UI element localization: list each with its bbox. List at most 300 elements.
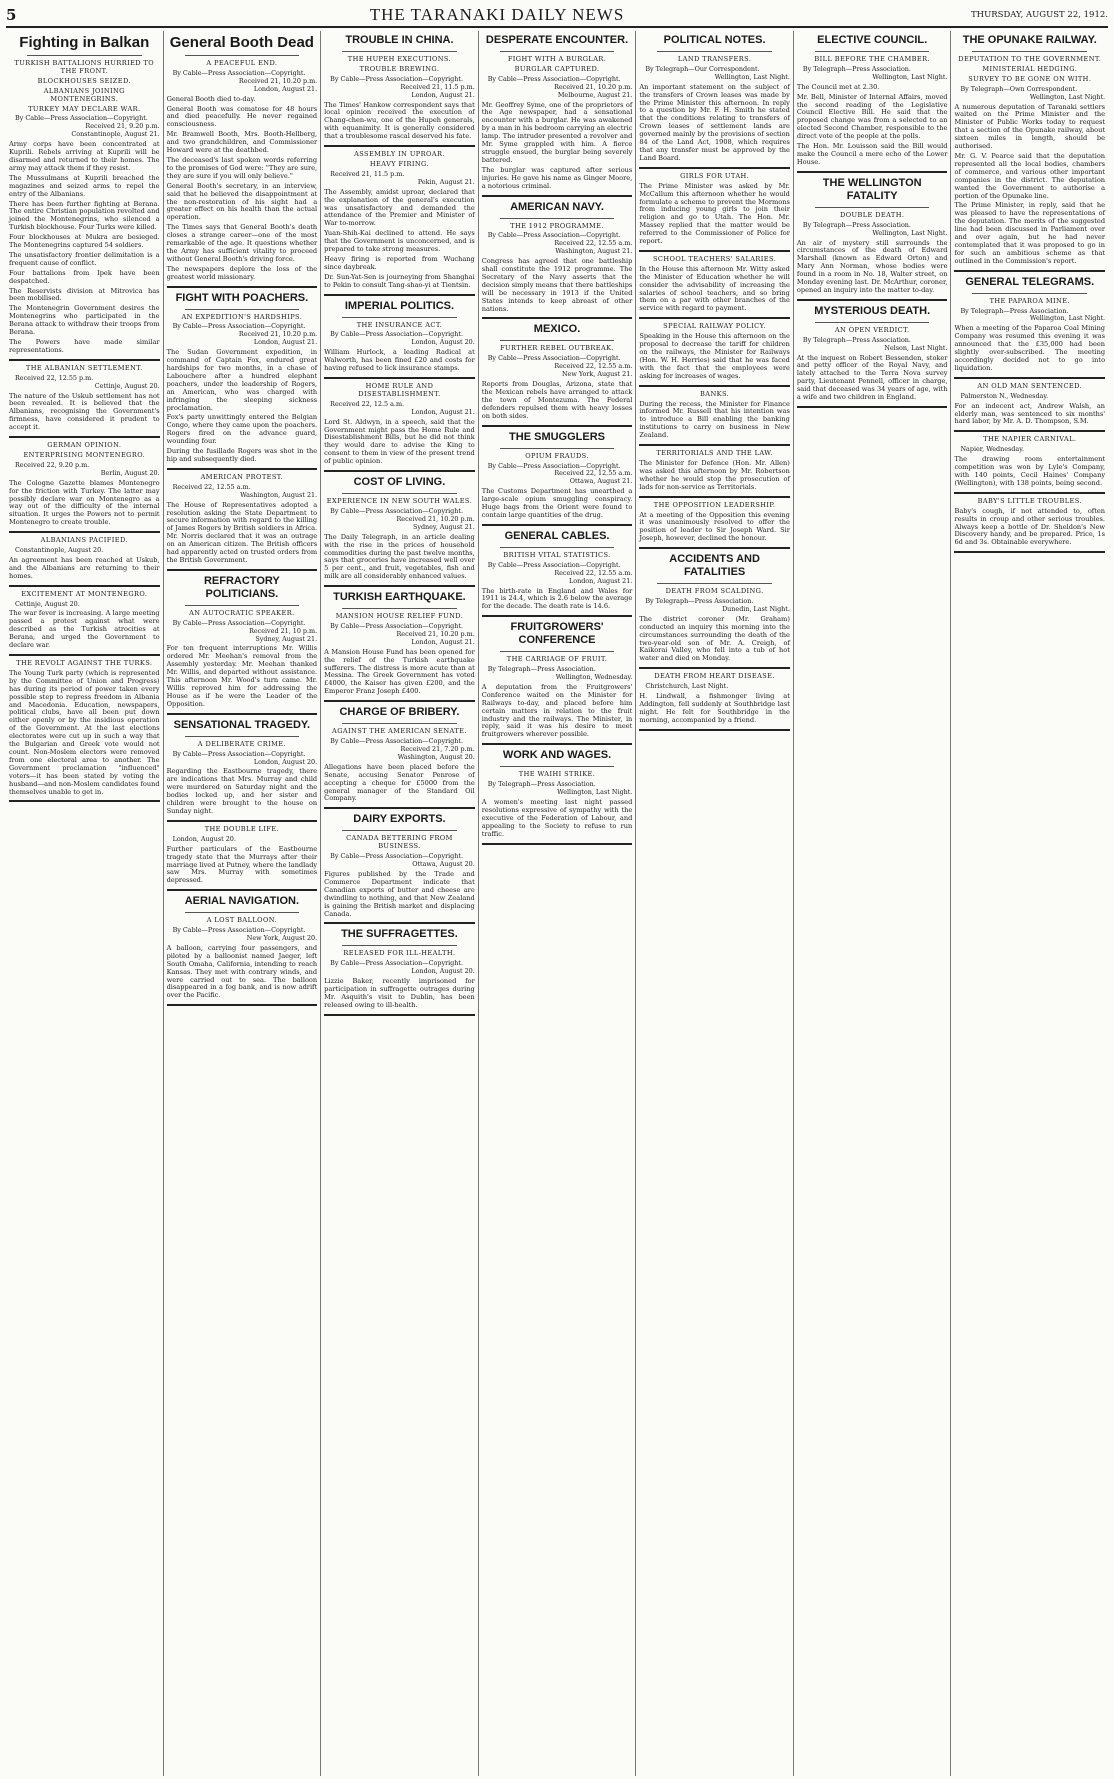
article-paragraph: The burglar was captured after serious injuries. He gave his name as Ginger Moore, a notorious criminal. (481, 165, 633, 190)
article (324, 476, 475, 587)
article-paragraph: The drawing room entertainment competition was won by Lyle's Company, with 140 points, Cecil Haines' Company (Wellington), with 138 points, being second. (954, 455, 1106, 487)
article-divider (9, 359, 160, 361)
article-dateline (324, 623, 475, 647)
article-subhead: THE HUPEH EXECUTIONS. (347, 55, 452, 63)
article-subhead: BURGLAR CAPTURED. (514, 64, 600, 73)
article-divider (324, 585, 475, 587)
article-paragraph: The unsatisfactory frontier delimitation is a frequent cause of conflict. (9, 250, 160, 267)
article-dateline (324, 960, 475, 976)
article-paragraph: An air of mystery still surrounds the circumstances of the death of Edward Marshall (known as Edward Orton) and Mary Ann Norman, whose bodies were found in a room in No. 18, Walter street, on Monday evening last. Dr. McArthur, coroner, opened an inquiry into the matter to-day. (796, 238, 948, 294)
headline-divider (500, 51, 615, 52)
article (639, 323, 790, 386)
article-paragraph: A women's meeting last night passed resolutions expressive of sympathy with the executive of the Federation of Labour, and appealing to the Society to refuse to run traffic. (481, 798, 633, 838)
article-subhead: GIRLS FOR UTAH. (680, 171, 750, 180)
article (639, 256, 790, 319)
article (324, 151, 475, 296)
article-divider (9, 531, 160, 533)
dateline-line: Wellington, Wednesday. (555, 673, 633, 682)
article-paragraph: The Powers have made similar representations. (9, 338, 160, 354)
headline-divider (500, 651, 615, 652)
article-divider (324, 807, 475, 809)
article-divider (954, 551, 1105, 553)
article (482, 201, 633, 320)
article-dateline (324, 76, 475, 100)
dateline-line: By Cable—Press Association—Copyright. (172, 926, 306, 935)
dateline-line: By Telegraph—Press Association. (802, 220, 911, 229)
article (639, 553, 790, 669)
dateline-line: Received 21, 11.5 p.m. (400, 82, 475, 91)
dateline-line: Received 22, 12.55 a.m. (554, 568, 633, 577)
article-dateline (167, 620, 318, 644)
article-subhead: THE PAPAROA MINE. (989, 296, 1070, 305)
article-paragraph: The Customs Department has unearthed a large-scale opium smuggling conspiracy. Huge bags from the Orient were found to contain large quantities of the drug. (481, 487, 633, 519)
article-paragraph: A balloon, carrying four passengers, and piloted by a balloonist named Jaeger, left South Omaha, California, intending to reach Kansas. They met with contrary winds, and were carried out to sea. The balloon disappeared in a fog bank, and is now adrift over the Pacific. (166, 943, 318, 1000)
article-dateline (797, 66, 948, 82)
dateline-line: Pekin, August 21. (417, 177, 475, 186)
article-dateline (954, 308, 1105, 324)
article-paragraph: The Sudan Government expedition, in command of Captain Fox, endured great hardships for two months, in a chase of Labouchere after a hundred elephant poachers, under the leadership of Rogers, an American, who was charged with infringing the sleeping sickness proclamation. (166, 348, 318, 412)
headline-divider (342, 723, 457, 724)
dateline-line: By Cable—Press Association—Copyright. (330, 330, 463, 339)
dateline-line: Palmerston N., Wednesday. (960, 391, 1049, 400)
article-divider (482, 615, 633, 617)
article (167, 34, 318, 288)
headline-divider (185, 912, 300, 913)
dateline-line: By Cable—Press Association—Copyright. (15, 114, 148, 123)
headline-divider (815, 322, 930, 323)
headline-divider (342, 317, 457, 318)
dateline-line: London, August 20. (411, 338, 475, 347)
headline-divider (657, 51, 772, 52)
article-subhead: SURVEY TO BE GONE ON WITH. (968, 74, 1092, 83)
article (639, 673, 790, 730)
article-subhead: LAND TRANSFERS. (677, 55, 752, 63)
headline-divider (342, 945, 457, 946)
article-subhead: ALBANIANS PACIFIED. (40, 536, 128, 545)
column-6 (794, 31, 952, 1776)
article-headline: FRUITGROWERS' CONFERENCE (510, 621, 604, 647)
dateline-line: Nelson, Last Night. (884, 343, 948, 352)
article-dateline (324, 331, 475, 347)
dateline-line: Cettinje, August 20. (15, 599, 80, 608)
article-paragraph: A Mansion House Fund has been opened for the relief of the Turkish earthquake sufferers. The distress is more acute than at Messina. The Greek Government has voted £4000, the Kaiser has given £200, and the Emperor Franz Joseph £400. (324, 647, 475, 696)
article (324, 928, 475, 1015)
article-subhead: THE INSURANCE ACT. (356, 320, 443, 329)
article-headline: CHARGE OF BRIBERY. (339, 706, 460, 719)
dateline-line: London, August 20. (172, 834, 236, 843)
article (797, 34, 948, 173)
article-subhead: A LOST BALLOON. (206, 916, 277, 925)
article-paragraph: General Booth was comatose for 48 hours and died peacefully. He never regained consciousness. (166, 104, 318, 129)
article-subhead: DOUBLE DEATH. (840, 210, 905, 219)
article-subhead: AN OLD MAN SENTENCED. (977, 381, 1083, 390)
article-divider (639, 167, 790, 169)
article-paragraph: The Prime Minister, in reply, said that he was pleased to have the representations of the deputation. The merits of the suggested line had been discussed in Parliament over and over again, but he had never contemplated that it was proposed to go in for such an ambitious scheme as that outlined in the Commission's report. (954, 201, 1106, 265)
dateline-line: Received 22, 12.5 a.m. (330, 399, 405, 408)
dateline-line: By Cable—Press Association—Copyright. (487, 231, 621, 240)
article-headline: IMPERIAL POLITICS. (344, 299, 455, 312)
article-subhead: THE CARRIAGE OF FRUIT. (506, 655, 608, 664)
dateline-line: Constantinople, August 20. (15, 546, 104, 555)
dateline-line: Received 22, 12.55 a.m. (554, 469, 633, 478)
article (167, 474, 318, 571)
article-paragraph: Army corps have been concentrated at Kuprili. Rebels arriving at Kuprili will be disarmed and returned to their homes. The army may attack them if they resist. (9, 140, 160, 172)
article-divider (639, 250, 790, 252)
dateline-line: By Cable—Press Association—Copyright. (487, 461, 621, 470)
article-divider (797, 299, 948, 301)
dateline-line: By Cable—Press Association—Copyright. (330, 959, 463, 968)
article (9, 365, 160, 438)
article-paragraph: The Council met at 2.30. (796, 82, 880, 91)
article-paragraph: Dr. Sun-Yat-Sen is journeying from Shanghai to Pekin to consult Tang-shao-yi at Tientsin. (324, 272, 475, 289)
article-subhead: HOME RULE AND DISESTABLISHMENT. (358, 382, 441, 398)
article-headline: GENERAL TELEGRAMS. (965, 275, 1095, 288)
dateline-line: Received 22, 12.55 a.m. (554, 239, 633, 248)
article-subhead: RELEASED FOR ILL-HEALTH. (343, 949, 456, 958)
article-dateline (639, 683, 790, 691)
article-dateline (167, 927, 318, 943)
article-divider (797, 406, 948, 408)
article-dateline (167, 70, 318, 94)
article-paragraph: The Young Turk party (which is represented by the Committee of Union and Progress) has during its period of power taken every possible step to repress freedom in Albania and Macedonia. Education, newspapers, political clubs, have all been put down either openly or by the insidious operation of the Government. At the last elections electorates were cut up in such a way that the Bulgarian and Greek vote would not count. Non-Moslem electors were removed from one electoral area to another. The Government proclamation "influenced" voters—it has been stated by voting the husband—and non-Moslem candidates found themselves unable to get in. (9, 668, 160, 796)
article (9, 34, 160, 361)
article-subhead: THE OPPOSITION LEADERSHIP. (653, 500, 776, 509)
article (167, 895, 318, 1006)
headline-divider (500, 448, 615, 449)
column-2 (164, 31, 322, 1776)
article-subhead: MINISTERIAL HEDGING. (982, 64, 1078, 73)
article-subhead: AN OPEN VERDICT. (834, 325, 910, 334)
article (639, 391, 790, 446)
article-headline: GENERAL CABLES. (504, 529, 610, 542)
article-dateline (797, 337, 948, 353)
article-divider (167, 1004, 318, 1006)
article-subhead: BILL BEFORE THE CHAMBER. (814, 55, 930, 63)
headline-divider (342, 830, 457, 831)
article-divider (324, 700, 475, 702)
article-divider (954, 377, 1105, 379)
dateline-line: Melbourne, August 21. (557, 90, 633, 99)
article-dateline (482, 562, 633, 586)
article-subhead: TURKEY MAY DECLARE WAR. (28, 104, 141, 113)
dateline-line: Sydney, August 21. (412, 522, 475, 531)
article-subhead: OPIUM FRAUDS. (525, 451, 589, 460)
article-subhead: THE 1912 PROGRAMME. (510, 221, 604, 230)
article-headline: THE OPUNAKE RAILWAY. (962, 34, 1097, 46)
article-paragraph: The deceased's last spoken words referring to the promises of God were: "They are sure, they are sure if you will only believe." (166, 155, 318, 180)
dateline-line: Received 21, 10 p.m. (249, 626, 318, 635)
headline-divider (972, 293, 1087, 294)
article-subhead: AN EXPEDITION'S HARDSHIPS. (181, 312, 303, 321)
article-paragraph: Congress has agreed that one battleship shall constitute the 1912 programme. The Secretary of the Navy asserts that the decision simply means that there battleships will be necessary in 1913 if the United States intends to keep abreast of other nations. (481, 257, 633, 313)
article-headline: REFRACTORY POLITICIANS. (203, 574, 280, 600)
article (482, 34, 633, 197)
article-paragraph: The Assembly, amidst uproar, declared that the explanation of the general's execution was unsatisfactory and demanded the attendance of the Premier and Minister of War to-morrow. (324, 187, 475, 228)
article-headline: DAIRY EXPORTS. (353, 813, 446, 826)
article-dateline (639, 66, 790, 82)
dateline-line: Ottawa, August 20. (412, 860, 475, 869)
article-paragraph: Yuan-Shih-Kai declined to attend. He says that the Government is unconcerned, and is prepared to take strong measures. (324, 229, 475, 254)
article-paragraph: The Reservists division at Mitrovica has been mobilised. (9, 286, 160, 303)
article-paragraph: In the House this afternoon Mr. Witty asked the Minister of Education whether he will consider the advisability of increasing the salaries of school teachers, and so bring them on a par with other branches of the service with regard to payment. (639, 264, 790, 313)
article-divider (639, 385, 790, 387)
article (167, 292, 318, 470)
article-headline: General Booth Dead (169, 34, 314, 51)
article-dateline (167, 836, 318, 844)
article-headline: COST OF LIVING. (353, 476, 446, 489)
article-paragraph: For ten frequent interruptions Mr. Willis ordered Mr. Meehan's removal from the Assembly yesterday. Mr. Meehan thanked Mr. Willis, and departed without assistance. This afternoon Mr. Wood's turn came. Mr. Willis reproved him for addressing the House as if he were the Leader of the Opposition. (166, 644, 318, 708)
article-divider (167, 468, 318, 470)
article-headline: POLITICAL NOTES. (663, 34, 766, 46)
article (9, 660, 160, 802)
article (482, 621, 633, 745)
article-divider (167, 286, 318, 288)
article-subhead: TERRITORIALS AND THE LAW. (656, 449, 773, 458)
headline-divider (500, 766, 615, 767)
article-paragraph: Regarding the Eastbourne tragedy, there are indications that Mrs. Murray and child were murdered on Saturday night and the bodies locked up, and her sister and children were brought to the house on Sunday night. (166, 767, 318, 815)
dateline-line: Wellington, Last Night. (714, 72, 790, 81)
article-paragraph: The war fever is increasing. A large meeting passed a protest against what were described as the Turkish atrocities at Berana, and urged the Government to declare war. (9, 609, 160, 650)
article-paragraph: Four blockhouses at Mukra are besieged. The Montenegrins captured 54 soldiers. (9, 233, 160, 250)
article-dateline (9, 115, 160, 139)
article (482, 749, 633, 844)
article-subhead: ASSEMBLY IN UPROAR. (354, 150, 445, 159)
article-dateline (482, 355, 633, 379)
article-paragraph: An important statement on the subject of the transfers of Crown leases was made by the Prime Minister this afternoon. In reply to a question by Mr. F. H. Smith he stated that the conditions relating to transfers of Crown leases of settlement lands are governed mainly by the provisions of section 84 of the Land Act, 1908, which requires that any transfer must be approved by the Land Board. (639, 82, 790, 162)
article-subhead: GERMAN OPINION. (47, 441, 122, 450)
headline-divider (185, 736, 300, 737)
article-divider (954, 492, 1105, 494)
article-headline: THE SUFFRAGETTES. (341, 928, 458, 941)
article-paragraph: Four battalions from Ipek have been despatched. (9, 268, 160, 285)
article-paragraph: Mr. Bell, Minister of Internal Affairs, moved the second reading of the Legislative Council Elective Bill. He said that the proposed change was from a selected to an elected Second Chamber, responsible to the direct vote of the people at the polls. (796, 92, 948, 141)
article-paragraph: For an indecent act, Andrew Walsh, an elderly man, was sentenced to six months' hard labor, by Mr. A. D. Thompson, S.M. (954, 401, 1106, 426)
dateline-line: New York, August 20. (246, 934, 318, 943)
article-subhead: TROUBLE BREWING. (359, 64, 440, 73)
dateline-line: Received 22, 9.20 p.m. (15, 460, 90, 469)
article-subhead: THE NAPIER CARNIVAL. (983, 435, 1077, 444)
article-dateline (324, 508, 475, 532)
article-dateline (482, 666, 633, 682)
article-headline: ACCIDENTS AND FATALITIES (669, 553, 760, 579)
article (482, 323, 633, 426)
dateline-line: Received 21, 11.5 p.m. (330, 169, 405, 178)
article-paragraph: Baby's cough, if not attended to, often results in croup and other serious troubles. Always keep a bottle of Dr. Sheldon's New Discovery handy, and be prepared. Price, 1s 6d and 3s. Obtainable everywhere. (954, 506, 1106, 547)
headline-divider (342, 493, 457, 494)
article-paragraph: During the fusillade Rogers was shot in the hip and subsequently died. (166, 447, 318, 463)
dateline-line: By Cable—Press Association—Copyright. (172, 618, 306, 627)
article-divider (9, 585, 160, 587)
article-headline: Fighting in Balkan (19, 34, 150, 51)
article-subhead: SPECIAL RAILWAY POLICY. (663, 322, 767, 331)
article-divider (639, 496, 790, 498)
article-dateline (482, 463, 633, 487)
article-subhead: AN AUTOCRATIC SPEAKER. (189, 608, 295, 617)
article-paragraph: General Booth's secretary, in an interview, said that he believed the disappointment at the non-restoration of his sight had a greater effect on his health than the actual operation. (166, 181, 318, 222)
dateline-line: Received 21, 7.20 p.m. (400, 745, 475, 753)
article (324, 706, 475, 809)
article-divider (324, 470, 475, 472)
article-paragraph: Heavy firing is reported from Wuchang since daybreak. (324, 254, 475, 271)
column-7 (951, 31, 1108, 1776)
article-headline: SENSATIONAL TRAGEDY. (173, 718, 311, 731)
article (639, 450, 790, 498)
article-headline: AERIAL NAVIGATION. (184, 895, 299, 908)
article-paragraph: The nature of the Uskub settlement has not been revealed. It is believed that the Albanians, recognising the Government's firmness, have considered it prudent to accept it. (9, 391, 160, 432)
article-dateline (954, 393, 1105, 401)
article-subhead: BANKS. (700, 389, 730, 398)
article (639, 173, 790, 252)
article-subhead: FIGHT WITH A BURGLAR. (507, 55, 607, 63)
article-paragraph: At a meeting of the Opposition this evening it was unanimously resolved to offer the position of leader to Sir Joseph Ward. Sir Joseph, however, declined the honour. (639, 510, 790, 543)
article-paragraph: A numerous deputation of Taranaki settlers waited on the Prime Minister and the Minister of Public Works today to request that a section of the Opunake railway, about sixteen miles in length, should be authorised. (954, 102, 1106, 151)
article-subhead: MANSION HOUSE RELIEF FUND. (335, 612, 464, 621)
article-headline: TROUBLE IN CHINA. (345, 34, 454, 46)
dateline-line: By Cable—Press Association—Copyright. (330, 852, 463, 861)
column-4 (479, 31, 637, 1776)
article-paragraph: When a meeting of the Paparoa Coal Mining Company was resumed this evening it was announced that the £35,000 had been slightly over-subscribed. The meeting accordingly decided not to go into liquidation. (954, 324, 1106, 372)
article-paragraph: At the inquest on Robert Bessenden, stoker and petty officer of the Royal Navy, and lately attached to the Terra Nova survey party, Lieutenant Pennell, officer in charge, said that deceased was 34 years of age, with a wife and two children in England. (796, 353, 948, 402)
dateline-line: London, August 21. (411, 407, 475, 416)
article-paragraph: An agreement has been reached at Uskub, and the Albanians are returning to their homes. (9, 555, 160, 580)
article-divider (482, 524, 633, 526)
article-divider (167, 820, 318, 822)
article-paragraph: The Times says that General Booth's death closes a strange career—one of the most remarkable of the age. It questions whether the Army has sufficient vitality to proceed without General Booth's driving force. (166, 223, 318, 263)
dateline-line: By Cable—Press Association—Copyright. (330, 622, 463, 631)
dateline-line: Christchurch, Last Night. (645, 682, 729, 691)
article-paragraph: During the recess, the Minister for Finance informed Mr. Russell that his intention was to introduce a Bill enabling the banking institutions to carry on business in New Zealand. (639, 399, 790, 440)
article-subhead: ALBANIANS JOINING MONTENEGRINS. (43, 86, 125, 103)
article-divider (324, 294, 475, 296)
article-headline: AMERICAN NAVY. (510, 200, 604, 213)
dateline-line: Napier, Wednesday. (960, 445, 1024, 454)
article-subhead: THE REVOLT AGAINST THE TURKS. (16, 659, 153, 667)
dateline-line: Received 21, 10.20 p.m. (238, 76, 318, 85)
article-divider (324, 922, 475, 924)
article-dateline (324, 401, 475, 417)
article-dateline (9, 601, 160, 609)
headline-divider (27, 55, 142, 56)
article-divider (482, 425, 633, 427)
dateline-line: London, August 21. (569, 576, 633, 585)
article-subhead: A PEACEFUL END. (206, 59, 278, 67)
article (324, 813, 475, 924)
dateline-line: Received 22, 12.55 a.m. (172, 482, 251, 491)
article-subhead: SCHOOL TEACHERS' SALARIES. (653, 254, 777, 263)
dateline-line: Received 22, 12.55 a.m. (554, 362, 633, 371)
article (482, 530, 633, 617)
article-paragraph: The birth-rate in England and Wales for 1911 is 24.4, which is 2.6 below the average for the decade. The death rate is 14.6. (481, 586, 633, 611)
article (797, 305, 948, 408)
article-headline: MEXICO. (533, 323, 581, 336)
dateline-line: By Cable—Press Association—Copyright. (172, 322, 306, 331)
page-number: 5 (6, 6, 17, 24)
article-divider (9, 654, 160, 656)
article-paragraph: The Times' Hankow correspondent says that local opinion received the execution of Chang-chen-wu, one of the Hupeh generals, with equanimity. It is generally considered that a troublesome rascal deserved his fate. (324, 100, 475, 141)
article-paragraph: The newspapers deplore the loss of the greatest world missionary. (166, 264, 318, 281)
article-paragraph: Mr. Geoffrey Syme, one of the proprietors of the Age newspaper, had a sensational encounter with a burglar. He was awakened by a man in his bedroom carrying an electric lamp. The intruder presented a revolver and Mr. Syme grappled with him. A fierce struggle ensued, the burglar being severely battered. (481, 100, 633, 164)
article (954, 436, 1105, 493)
article-dateline (639, 598, 790, 614)
dateline-line: Wellington, Last Night. (1029, 92, 1106, 101)
dateline-line: Wellington, Last Night. (557, 788, 633, 797)
article (9, 442, 160, 533)
headline-divider (815, 51, 930, 52)
dateline-line: Cettinje, August 20. (94, 381, 160, 390)
article-divider (639, 729, 790, 731)
dateline-line: Ottawa, August 21. (569, 477, 633, 486)
article-subhead: DEATH FROM SCALDING. (665, 587, 764, 596)
article-divider (324, 145, 475, 147)
dateline-line: Berlin, August 20. (100, 468, 160, 477)
dateline-line: London, August 21. (253, 338, 318, 347)
article-dateline (324, 738, 475, 762)
article (482, 431, 633, 526)
article-dateline (954, 86, 1105, 102)
article (9, 537, 160, 587)
dateline-line: Washington, August 21. (555, 247, 633, 256)
headline-divider (657, 583, 772, 584)
article-paragraph: Speaking in the House this afternoon on the proposal to decrease the tariff for children on the railways, the Minister for Railways (Hon. W. H. Herries) said that he was faced with the fact that the employees were asking for increases of wages. (639, 332, 790, 380)
dateline-line: By Telegraph—Press Association. (487, 665, 596, 674)
dateline-line: By Telegraph—Press Association. (802, 64, 911, 73)
article-paragraph: Mr. Bramwell Booth, Mrs. Booth-Hellberg, and two grandchildren, and Commissioner Howard were at the deathbed. (166, 130, 318, 155)
article-headline: WORK AND WAGES. (502, 749, 612, 762)
dateline-line: Received 21, 10.20 p.m. (396, 514, 475, 523)
article-subhead: EXPERIENCE IN NEW SOUTH WALES. (326, 497, 473, 506)
article-paragraph: The Hon. Mr. Louisson said the Bill would make the Council a mere echo of the Lower House. (796, 142, 948, 166)
dateline-line: Received 21, 10.20 p.m. (396, 629, 475, 638)
article-divider (9, 436, 160, 438)
article-divider (797, 171, 948, 173)
columns-container (6, 31, 1108, 1776)
article-dateline (167, 323, 318, 347)
article-dateline (482, 76, 633, 100)
newspaper-title: THE TARANAKI DAILY NEWS (369, 5, 625, 24)
dateline-line: By Cable—Press Association—Copyright. (487, 560, 621, 569)
article-divider (954, 270, 1105, 272)
article-subhead: BRITISH VITAL STATISTICS. (503, 550, 611, 559)
article (639, 34, 790, 169)
article-divider (482, 843, 633, 845)
dateline-line: London, August 21. (411, 637, 475, 646)
dateline-line: By Cable—Press Association—Copyright. (330, 74, 463, 83)
article-divider (482, 195, 633, 197)
article-dateline (167, 484, 318, 500)
article-paragraph: Figures published by the Trade and Commerce Department indicate that Canadian exports of butter and cheese are dwindling to nothing, and that New Zealand is gaining the British market and displacing Canada. (324, 869, 475, 918)
article-paragraph: The district coroner (Mr. Graham) conducted an inquiry this morning into the circumstances surrounding the death of the two-year-old son of Mr. A. Creigh, of Kaikorai Valley, who fell into a tub of hot water and died on Monday. (639, 614, 790, 663)
dateline-line: London, August 20. (253, 757, 318, 766)
dateline-line: Wellington, Last Night. (872, 72, 948, 81)
article-subhead: A DELIBERATE CRIME. (197, 739, 286, 748)
article-paragraph: H. Lindwall, a fishmonger living at Addington, fell suddenly at Southbridge last night. He felt for Southbridge in the morning, accompanied by a friend. (639, 692, 790, 724)
dateline-line: By Cable—Press Association—Copyright. (487, 74, 621, 83)
article (324, 383, 475, 472)
dateline-line: By Cable—Press Association—Copyright. (487, 354, 621, 363)
article-subhead: DEPUTATION TO THE GOVERNMENT. (958, 55, 1102, 63)
article-headline: DESPERATE ENCOUNTER. (485, 34, 629, 46)
article-paragraph: Allegations have been placed before the Senate, accusing Senator Penrose of accepting a cheque for £5000 from the general manager of the Standard Oil Company. (324, 762, 475, 803)
article-paragraph: Mr. G. V. Pearce said that the deputation represented all the local bodies, chambers of commerce, and various other important companies in the district. The deputation wanted the Government to authorise a portion of the Opunake line. (954, 151, 1106, 200)
issue-date: THURSDAY, AUGUST 22, 1912. (970, 10, 1108, 20)
dateline-line: By Cable—Press Association—Copyright. (330, 506, 463, 515)
article-headline: MYSTERIOUS DEATH. (814, 304, 931, 317)
dateline-line: Received 21, 10.20 p.m. (554, 82, 633, 91)
article (954, 34, 1105, 272)
article-dateline (482, 781, 633, 797)
article-subhead: BLOCKHOUSES SEIZED. (37, 76, 131, 85)
dateline-line: By Cable—Press Association—Copyright. (172, 68, 306, 77)
